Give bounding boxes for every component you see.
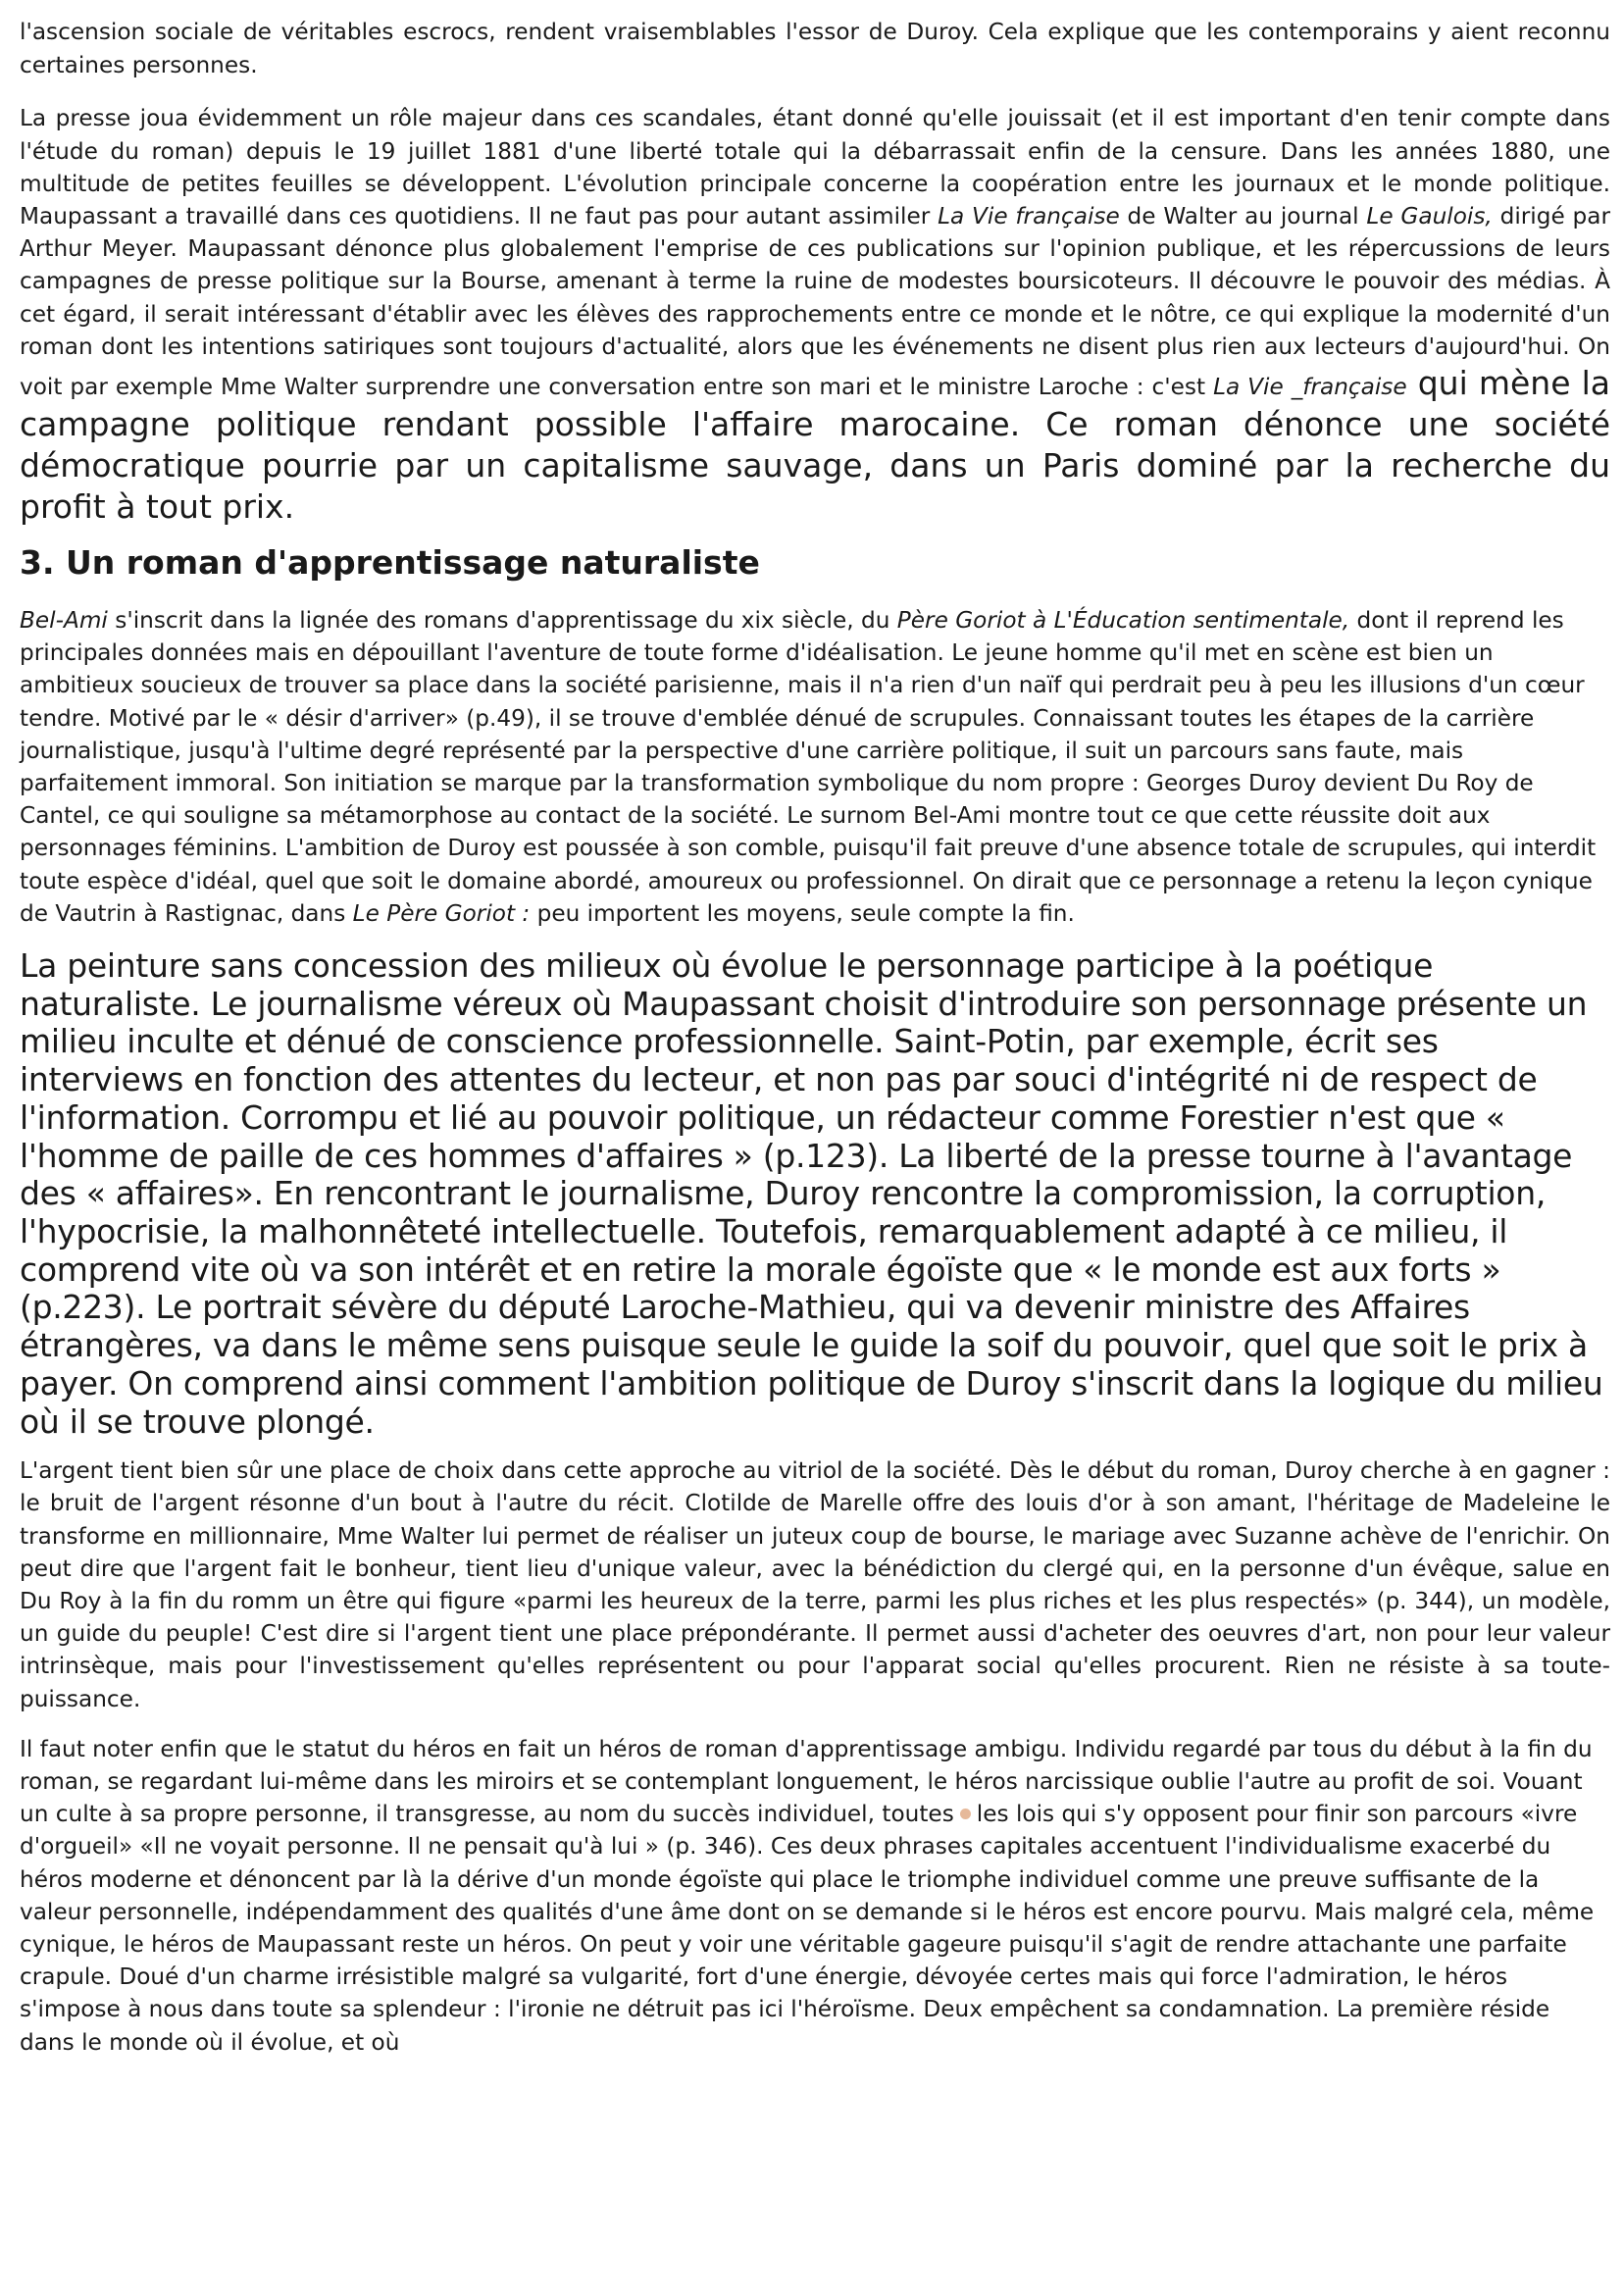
paragraph-naturalism: La peinture sans concession des milieux où évolue le personnage participe à la poétique naturaliste. Le journalisme véreux où Maupassant choisit d'introduire son personnage présente un milieu inculte et dénué de conscience professionnelle. Saint-Potin, par exemple, écrit ses interviews en fonction des attentes du lecteur, et non pas par souci d'intégrité ni de respect de l'information. Corrompu et lié au pouvoir politique, un rédacteur comme Forestier n'est que « l'homme de paille de ces hommes d'affaires » (p.123). La liberté de la presse tourne à l'avantage des « affaires». En rencontrant le journalisme, Duroy rencontre la compromission, la corruption, l'hypocrisie, la malhonnêteté intellectuelle. Toutefois, remarquablement adapté à ce milieu, il comprend vite où va son intérêt et en retire la morale égoïste que « le monde est aux forts » (p.223). Le portrait sévère du député Laroche-Mathieu, qui va devenir ministre des Affaires étrangères, va dans le même sens puisque seule le guide la soif du pouvoir, quel que soit le prix à payer. On comprend ainsi comment l'ambition politique de Duroy s'inscrit dans la logique du milieu où il se trouve plongé. <box>20 946 1603 1441</box>
document-page <box>20 16 1610 2059</box>
paragraph-money: L'argent tient bien sûr une place de choix dans cette approche au vitriol de la société. Dès le début du roman, Duroy cherche à en gagner : le bruit de l'argent résonne d'un bout à l'autre du récit. Clotilde de Marelle offre des louis d'or à son amant, l'héritage de Madeleine le transforme en millionnaire, Mme Walter lui permet de réaliser un juteux coup de bourse, le mariage avec Suzanne achève de l'enrichir. On peut dire que l'argent fait le bonheur, tient lieu d'unique valeur, avec la bénédiction du clergé qui, en la personne d'un évêque, salue en Du Roy à la fin du romm un être qui figure «parmi les heureux de la terre, parmi les plus riches et les plus respectés» (p. 344), un modèle, un guide du peuple! C'est dire si l'argent tient une place prépondérante. Il permet aussi d'acheter des oeuvres d'art, non pour leur valeur intrinsèque, mais pour l'investissement qu'elles représentent ou pour l'apparat social qu'elles procurent. Rien ne résiste à sa toute-puissance. <box>20 1457 1610 1712</box>
italic-title: La Vie française <box>938 203 1120 230</box>
text-span: s'inscrit dans la lignée des romans d'apprentissage du xix siècle, du <box>107 607 897 635</box>
paragraph-intro-continuation: l'ascension sociale de véritables escrocs, rendent vraisemblables l'essor de Duroy. Cela explique que les contemporains y aient reconnu certaines personnes. <box>20 19 1610 79</box>
section-heading: 3. Un roman d'apprentissage naturaliste <box>20 543 760 583</box>
text-span: La presse joua évidemment un rôle majeur dans ces scandales, étant donné qu'elle jouissait (et il est important d'en tenir compte dans l'étude du roman) depuis le 19 juillet 1881 d'une liberté totale qui la débarrassait enfin de la censure. Dans les années 1880, une multitude de petites feuilles se développent. L'évolution principale concerne la coopération entre les journaux et le monde politique. Maupassant a travaillé dans ces quotidiens. Il ne faut pas pour autant assimiler <box>20 105 1610 230</box>
italic-title: Le Gaulois, <box>1366 203 1493 230</box>
paragraph-apprenticeship <box>20 604 1610 930</box>
italic-title: La Vie _française <box>1213 374 1407 401</box>
paragraph-press <box>20 102 1610 528</box>
italic-title: Bel-Ami <box>20 607 108 635</box>
text-span: les lois qui s'y opposent pour finir son parcours «ivre d'orgueil» «Il ne voyait personne. Il ne pensait qu'à lui » (p. 346). Ces deux phrases capitales accentuent l'individualisme exacerbé du héros moderne et dénoncent par là la dérive d'un monde égoïste qui place le triomphe individuel comme une preuve suffisante de la valeur personnelle, indépendamment des qualités d'une âme dont on se demande si le héros est encore pourvu. Mais malgré cela, même cynique, le héros de Maupassant reste un héros. On peut y voir une véritable gageure puisqu'il s'agit de rendre attachante une parfaite crapule. Doué d'un charme irrésistible malgré sa vulgarité, fort d'une énergie, dévoyée certes mais qui force l'admiration, le héros s'impose à nous dans toute sa splendeur : l'ironie ne détruit pas ici l'héroïsme. Deux empêchent sa condamnation. La première réside dans le monde où il évolue, et où <box>20 1801 1595 2056</box>
italic-title: Le Père Goriot : <box>352 899 531 927</box>
text-span: de Walter au journal <box>1119 203 1367 230</box>
text-span: dirigé par Arthur Meyer. Maupassant dénonce plus globalement l'emprise de ces publications sur l'opinion publique, et les répercussions de leurs campagnes de presse politique sur la Bourse, amenant à terme la ruine de modestes boursicoteurs. Il découvre le pouvoir des médias. À cet égard, il serait intéressant d'établir avec les élèves des rapprochements entre ce monde et le nôtre, ce qui explique la modernité d'un roman dont les intentions satiriques sont toujours d'actualité, alors que les événements ne disent plus rien aux lecteurs d'aujourd'hui. On voit par exemple Mme Walter surprendre une conversation entre son mari et le ministre Laroche : c'est <box>20 203 1610 401</box>
text-span: dont il reprend les principales données mais en dépouillant l'aventure de toute forme d'idéalisation. Le jeune homme qu'il met en scène est bien un ambitieux soucieux de trouver sa place dans la société parisienne, mais il n'a rien d'un naïf qui perdrait peu à peu les illusions d'un cœur tendre. Motivé par le « désir d'arriver» (p.49), il se trouve d'emblée dénué de scrupules. Connaissant toutes les étapes de la carrière journalistique, jusqu'à l'ultime degré représenté par la perspective d'une carrière politique, il suit un parcours sans faute, mais parfaitement immoral. Son initiation se marque par la transformation symbolique du nom propre : Georges Duroy devient Du Roy de Cantel, ce qui souligne sa métamorphose au contact de la société. Le surnom Bel-Ami montre tout ce que cette réussite doit aux personnages féminins. L'ambition de Duroy est poussée à son comble, puisqu'il fait preuve d'une absence totale de scrupules, qui interdit toute espèce d'idéal, quel que soit le domaine abordé, amoureux ou professionnel. On dirait que ce personnage a retenu la leçon cynique de Vautrin à Rastignac, dans <box>20 607 1597 927</box>
paragraph-hero-status <box>20 1733 1610 2059</box>
italic-title: Père Goriot à L'Éducation sentimentale, <box>896 607 1350 635</box>
text-span-large: qui mène la campagne politique rendant possible l'affaire marocaine. Ce roman dénonce une société démocratique pourrie par un capitalisme sauvage, dans un Paris dominé par la recherche du profit à tout prix. <box>20 364 1610 527</box>
text-span: Il faut noter enfin que le statut du héros en fait un héros de roman d'apprentissage ambigu. Individu regardé par tous du début à la fin du roman, se regardant lui-même dans les miroirs et se contemplant longuement, le héros narcissique oublie l'autre au profit de soi. Vouant un culte à sa propre personne, il transgresse, au nom du succès individuel, toutes <box>20 1735 1593 1828</box>
text-span: peu importent les moyens, seule compte la fin. <box>530 899 1075 927</box>
bullet-dot-icon <box>960 1809 971 1819</box>
